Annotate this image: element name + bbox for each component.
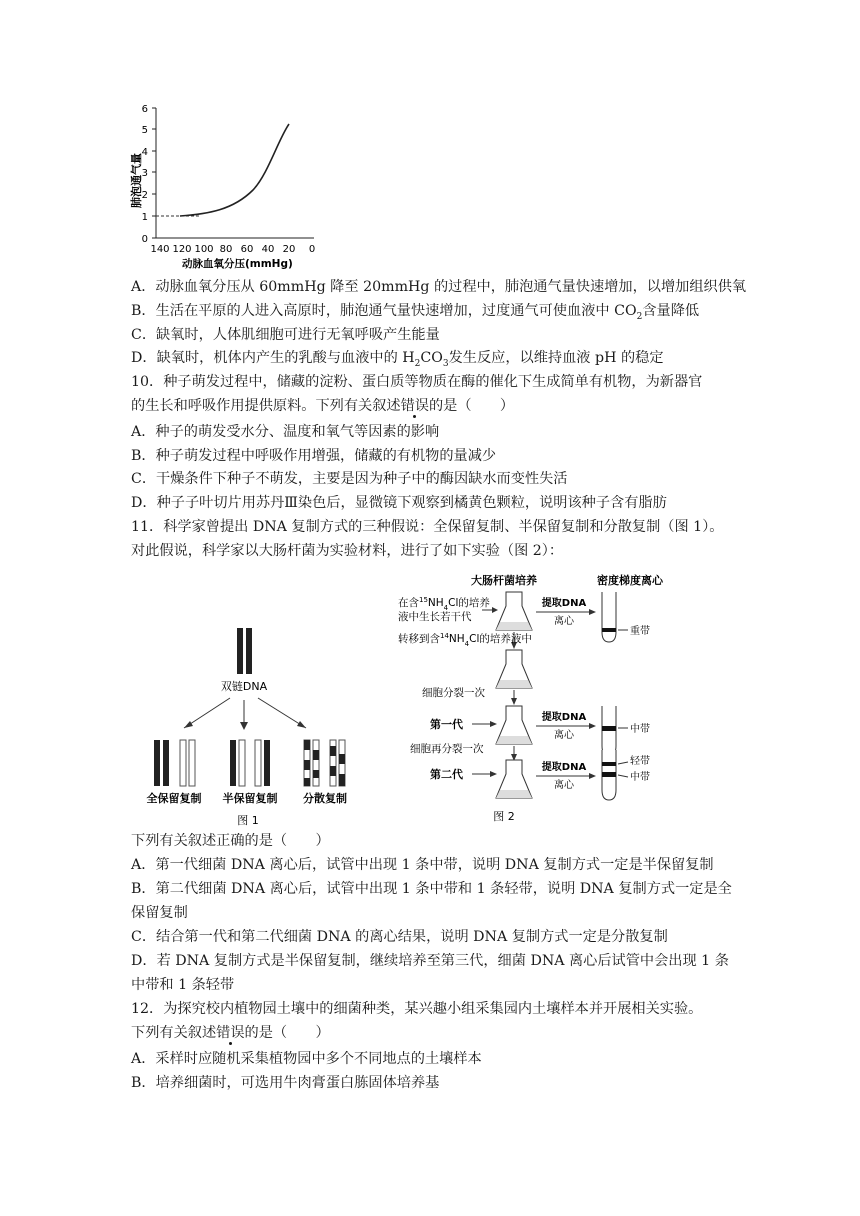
heavy-band-label: 重带: [630, 626, 650, 637]
light-band-label: 轻带: [630, 756, 650, 767]
x-tick-label: 20: [282, 244, 296, 255]
q11-option-d-line1: D．若 DNA 复制方式是半保留复制，继续培养至第三代，细菌 DNA 离心后试管中会出现 1 条: [131, 953, 729, 969]
tube-heavy: [602, 592, 616, 642]
tube-light-middle: [602, 750, 616, 800]
dispersive-label: 分散复制: [303, 792, 347, 805]
centrifuge-header: 密度梯度离心: [597, 574, 663, 587]
svg-text:提取DNA: 提取DNA: [541, 762, 587, 773]
q10-option-d: D．种子子叶切片用苏丹Ⅲ染色后，显微镜下观察到橘黄色颗粒，说明该种子含有脂肪: [131, 495, 667, 511]
flask-2: [496, 650, 532, 688]
y-ticks: [152, 108, 156, 238]
divide-once-label: 细胞分裂一次: [422, 687, 485, 699]
emphasis-mark: 错误: [400, 398, 429, 414]
q12-stem-line2: 下列有关叙述错误的是（ ）: [131, 1025, 330, 1041]
figure-1-replication-models: [140, 620, 380, 830]
q9-option-c: C．缺氧时，人体肌细胞可进行无氧呼吸产生能量: [131, 327, 440, 343]
middle-band-label-2: 中带: [630, 772, 650, 783]
step1-text: 在含$^{15}NH_4Cl$的培养: [398, 596, 490, 612]
q11-stem-line2: 对此假说，科学家以大肠杆菌为实验材料，进行了如下实验（图 2）：: [131, 543, 564, 559]
q12-option-b: B．培养细菌时，可选用牛肉膏蛋白胨固体培养基: [131, 1075, 440, 1091]
flask-4: [496, 760, 532, 798]
middle-band-label-1: 中带: [630, 724, 650, 735]
x-tick-label: 120: [172, 244, 192, 255]
figure-1-caption: 图 1: [237, 814, 259, 827]
x-tick-label: 100: [194, 244, 214, 255]
x-tick-label: 80: [219, 244, 233, 255]
q10-stem-line2: 的生长和呼吸作用提供原料。下列有关叙述错误的是（ ）: [131, 398, 515, 414]
q11-option-d-line2: 中带和 1 条轻带: [131, 977, 235, 993]
q12-option-a: A．采样时应随机采集植物园中多个不同地点的土壤样本: [131, 1051, 482, 1067]
svg-text:离心: 离心: [554, 780, 574, 791]
svg-text:提取DNA: 提取DNA: [541, 712, 587, 723]
semi-conservative-label: 半保留复制: [222, 792, 278, 805]
q9-option-b: B．生活在平原的人进入高原时，肺泡通气量快速增加，过度通气可使血液中 $CO_2$含量降低: [131, 303, 700, 322]
flask-1: [496, 592, 532, 630]
x-tick-label: 140: [150, 244, 170, 255]
q10-stem-line1: 10．种子萌发过程中，储藏的淀粉、蛋白质等物质在酶的催化下生成简单有机物，为新器官: [131, 374, 703, 390]
q10-option-b: B．种子萌发过程中呼吸作用增强，储藏的有机物的量减少: [131, 448, 497, 464]
culture-header: 大肠杆菌培养: [471, 574, 537, 587]
q10-option-a: A．种子的萌发受水分、温度和氧气等因素的影响: [131, 424, 440, 440]
generation-1-label: 第一代: [430, 718, 463, 731]
double-strand-dna-label: 双链DNA: [220, 680, 268, 693]
y-tick-label: 1: [141, 212, 148, 223]
q11-stem-line1: 11．科学家曾提出 DNA 复制方式的三种假说：全保留复制、半保留复制和分散复制（图 1）。: [131, 519, 724, 535]
conservative-label: 全保留复制: [146, 792, 202, 805]
figure-2-experiment: [392, 572, 682, 826]
q10-option-c: C．干燥条件下种子不萌发，主要是因为种子中的酶因缺水而变性失活: [131, 471, 568, 487]
x-tick-label: 60: [240, 244, 254, 255]
svg-text:提取DNA: 提取DNA: [541, 598, 587, 609]
divide-again-label: 细胞再分裂一次: [410, 743, 484, 755]
x-tick-label: 0: [308, 244, 316, 255]
q11-option-a: A．第一代细菌 DNA 离心后，试管中出现 1 条中带，说明 DNA 复制方式一定是半保留复制: [131, 857, 714, 873]
tube-middle: [602, 706, 616, 756]
x-tick-label: 40: [261, 244, 275, 255]
y-tick-label: 5: [141, 125, 148, 136]
y-tick-label: 4: [141, 147, 148, 158]
y-tick-label: 6: [141, 104, 148, 115]
y-axis-label: 肺泡通气量: [130, 153, 143, 208]
ventilation-graph: [118, 100, 328, 272]
q11-option-c: C．结合第一代和第二代细菌 DNA 的离心结果，说明 DNA 复制方式一定是分散复制: [131, 929, 668, 945]
y-tick-label: 0: [141, 234, 148, 245]
q11-option-b-line1: B．第二代细菌 DNA 离心后，试管中出现 1 条中带和 1 条轻带，说明 DNA 复制方式一定是全: [131, 881, 732, 897]
y-tick-label: 3: [141, 168, 148, 179]
ventilation-curve: [180, 124, 289, 216]
x-axis-label: 动脉血氧分压(mmHg): [182, 258, 293, 270]
q11-question: 下列有关叙述正确的是（ ）: [131, 833, 330, 849]
dispersive-strands: [304, 740, 345, 786]
svg-text:离心: 离心: [554, 616, 574, 627]
figure-2-caption: 图 2: [493, 810, 515, 823]
transfer-text: 转移到含$^{14}NH_4Cl$的培养液中: [398, 632, 532, 648]
q9-option-a: A．动脉血氧分压从 60mmHg 降至 20mmHg 的过程中，肺泡通气量快速增加，以增加组织供氧: [131, 279, 747, 295]
step1-text-line2: 液中生长若干代: [398, 611, 472, 623]
svg-text:离心: 离心: [554, 730, 574, 741]
q12-stem-line1: 12．为探究校内植物园土壤中的细菌种类，某兴趣小组采集园内土壤样本并开展相关实验。: [131, 1001, 703, 1017]
generation-2-label: 第二代: [430, 768, 463, 781]
emphasis-mark: 错误: [216, 1025, 245, 1041]
q11-option-b-line2: 保留复制: [131, 905, 188, 921]
flask-3: [496, 706, 532, 744]
y-tick-label: 2: [141, 190, 148, 201]
q9-option-d: D．缺氧时，机体内产生的乳酸与血液中的 $H_2CO_3$发生反应，以维持血液 pH 的稳定: [131, 350, 664, 369]
